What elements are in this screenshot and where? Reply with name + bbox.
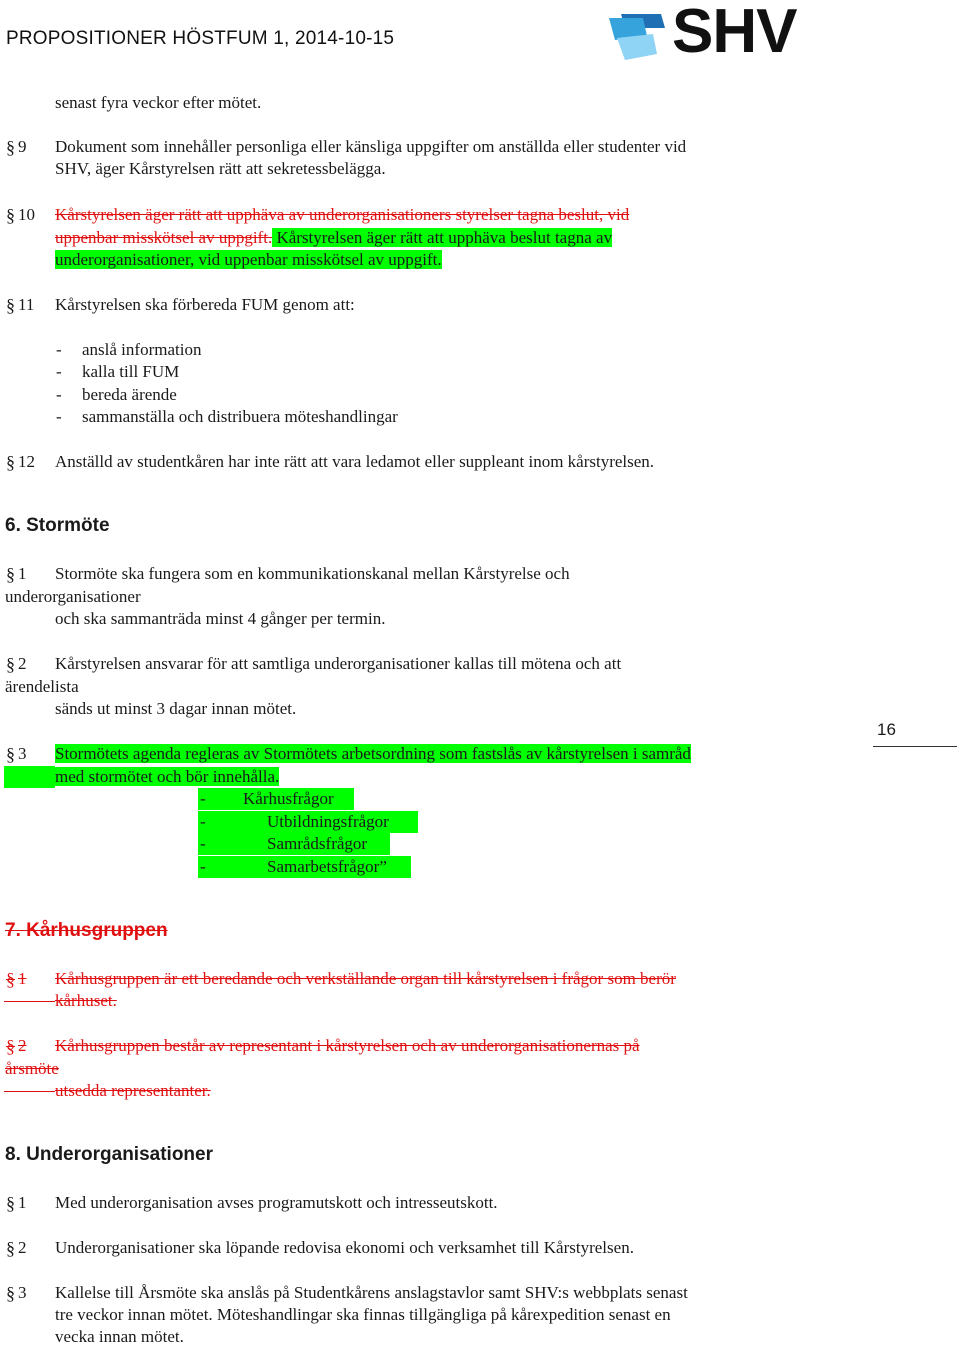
section-symbol: § (6, 1238, 15, 1258)
paragraph-10-line-3 (55, 249, 442, 271)
section-heading-7-deleted: 7. Kårhusgruppen (5, 920, 168, 941)
paragraph-10-deleted-line-1: Kårstyrelsen äger rätt att upphäva av underorganisationers styrelser tagna beslut, vid (55, 205, 630, 224)
karhus-p2-deleted-line-2: årsmöte (5, 1059, 59, 1078)
list-dash: - (200, 857, 206, 876)
paragraph-number: 2 (18, 654, 27, 673)
continuation-text: senast fyra veckor efter mötet. (55, 93, 262, 112)
paragraph-number: 3 (18, 1283, 27, 1302)
list-dash: - (200, 789, 206, 808)
shv-logo-mark (607, 6, 669, 66)
stormote-p3-line-1 (55, 743, 691, 765)
stormote-p3-line-2 (55, 766, 279, 788)
list-dash: - (56, 340, 62, 359)
karhus-p2-deleted-line-1: Kårhusgruppen består av representant i kårstyrelsen och av underorganisationernas på (55, 1036, 640, 1055)
paragraph-number: 2 (18, 1238, 27, 1257)
list-item: anslå information (82, 340, 202, 359)
paragraph-number: 3 (18, 744, 27, 763)
strike-indent (4, 990, 55, 1013)
underorg-p1-text: Med underorganisation avses programutskott och intresseutskott. (55, 1193, 498, 1212)
strike-indent (4, 1091, 55, 1092)
list-item: bereda ärende (82, 385, 177, 404)
paragraph-number: 10 (18, 205, 35, 224)
paragraph-11-text: Kårstyrelsen ska förbereda FUM genom att: (55, 295, 355, 314)
section-symbol: § (6, 452, 15, 472)
document-header-title: PROPOSITIONER HÖSTFUM 1, 2014-10-15 (6, 28, 395, 49)
list-dash: - (56, 385, 62, 404)
section-symbol: § (6, 1283, 15, 1303)
paragraph-number: 12 (18, 452, 35, 471)
paragraph-10-inserted-line-2: underorganisationer, vid uppenbar misskötsel av uppgift. (55, 250, 442, 269)
section-heading-8: 8. Underorganisationer (5, 1144, 213, 1165)
paragraph-number: 2 (18, 1036, 27, 1055)
stormote-p1-line-1: Stormöte ska fungera som en kommunikationskanal mellan Kårstyrelse och (55, 564, 570, 583)
paragraph-number: 1 (18, 564, 27, 583)
paragraph-number: 1 (18, 1193, 27, 1212)
paragraph-9-line-2: SHV, äger Kårstyrelsen rätt att sekretessbelägga. (55, 159, 386, 178)
section-symbol: § (6, 1036, 15, 1056)
section-symbol: § (6, 744, 15, 764)
page-number: 16 (877, 720, 896, 739)
section-symbol: § (6, 969, 15, 989)
section-symbol: § (6, 1193, 15, 1213)
underorg-p3-line-3: vecka innan mötet. (55, 1327, 184, 1346)
section-symbol: § (6, 654, 15, 674)
agenda-item: Utbildningsfrågor (267, 812, 389, 831)
section-symbol: § (6, 137, 15, 157)
shv-logo-text: SHV (672, 0, 797, 66)
insert-highlight-indent (4, 766, 55, 788)
shv-logo (607, 0, 812, 66)
paragraph-number: 1 (18, 969, 27, 988)
page-number-rule (873, 746, 957, 747)
stormote-p1-line-2: underorganisationer (5, 587, 141, 606)
list-item: kalla till FUM (82, 362, 180, 381)
karhus-p2-deleted-line-3: utsedda representanter. (55, 1081, 211, 1100)
section-symbol: § (6, 564, 15, 584)
stormote-p1-line-3: och ska sammanträda minst 4 gånger per termin. (55, 609, 386, 628)
paragraph-12-text: Anställd av studentkåren har inte rätt att vara ledamot eller suppleant inom kårstyrelsen. (55, 452, 655, 471)
list-dash: - (200, 812, 206, 831)
stormote-p3-inserted-line-1: Stormötets agenda regleras av Stormötets arbetsordning som fastslås av kårstyrelsen i samråd (55, 744, 691, 763)
karhus-p1-deleted-line-1: Kårhusgruppen är ett beredande och verkställande organ till kårstyrelsen i frågor som berör (55, 969, 676, 988)
paragraph-number: 9 (18, 137, 27, 156)
paragraph-10-line-2 (55, 227, 612, 249)
agenda-item: Samarbetsfrågor” (267, 857, 387, 876)
underorg-p2-text: Underorganisationer ska löpande redovisa ekonomi och verksamhet till Kårstyrelsen. (55, 1238, 634, 1257)
stormote-p2-line-1: Kårstyrelsen ansvarar för att samtliga underorganisationer kallas till mötena och att (55, 654, 622, 673)
list-dash: - (56, 407, 62, 426)
stormote-p2-line-2: ärendelista (5, 677, 79, 696)
section-heading-6: 6. Stormöte (5, 515, 110, 536)
stormote-p2-line-3: sänds ut minst 3 dagar innan mötet. (55, 699, 297, 718)
underorg-p3-line-1: Kallelse till Årsmöte ska anslås på Studentkårens anslagstavlor samt SHV:s webbplats senast (55, 1283, 688, 1302)
list-item: sammanställa och distribuera möteshandlingar (82, 407, 398, 426)
paragraph-10-deleted-line-2: uppenbar misskötsel av uppgift. (55, 228, 273, 247)
paragraph-9-line-1: Dokument som innehåller personliga eller känsliga uppgifter om anställda eller studenter vid (55, 137, 687, 156)
section-symbol: § (6, 295, 15, 315)
agenda-item: Samrådsfrågor (267, 834, 368, 853)
section-symbol: § (6, 205, 15, 225)
list-dash: - (56, 362, 62, 381)
stormote-p3-inserted-line-2: med stormötet och bör innehålla. (55, 767, 280, 786)
list-dash: - (200, 834, 206, 853)
karhus-p1-deleted-line-2: kårhuset. (55, 991, 117, 1010)
paragraph-10-inserted-line-1: Kårstyrelsen äger rätt att upphäva beslut tagna av (272, 228, 613, 247)
underorg-p3-line-2: tre veckor innan mötet. Möteshandlingar ska finnas tillgängliga på kårexpedition senast en (55, 1305, 671, 1324)
agenda-item: Kårhusfrågor (243, 789, 334, 808)
paragraph-number: 11 (18, 295, 35, 314)
